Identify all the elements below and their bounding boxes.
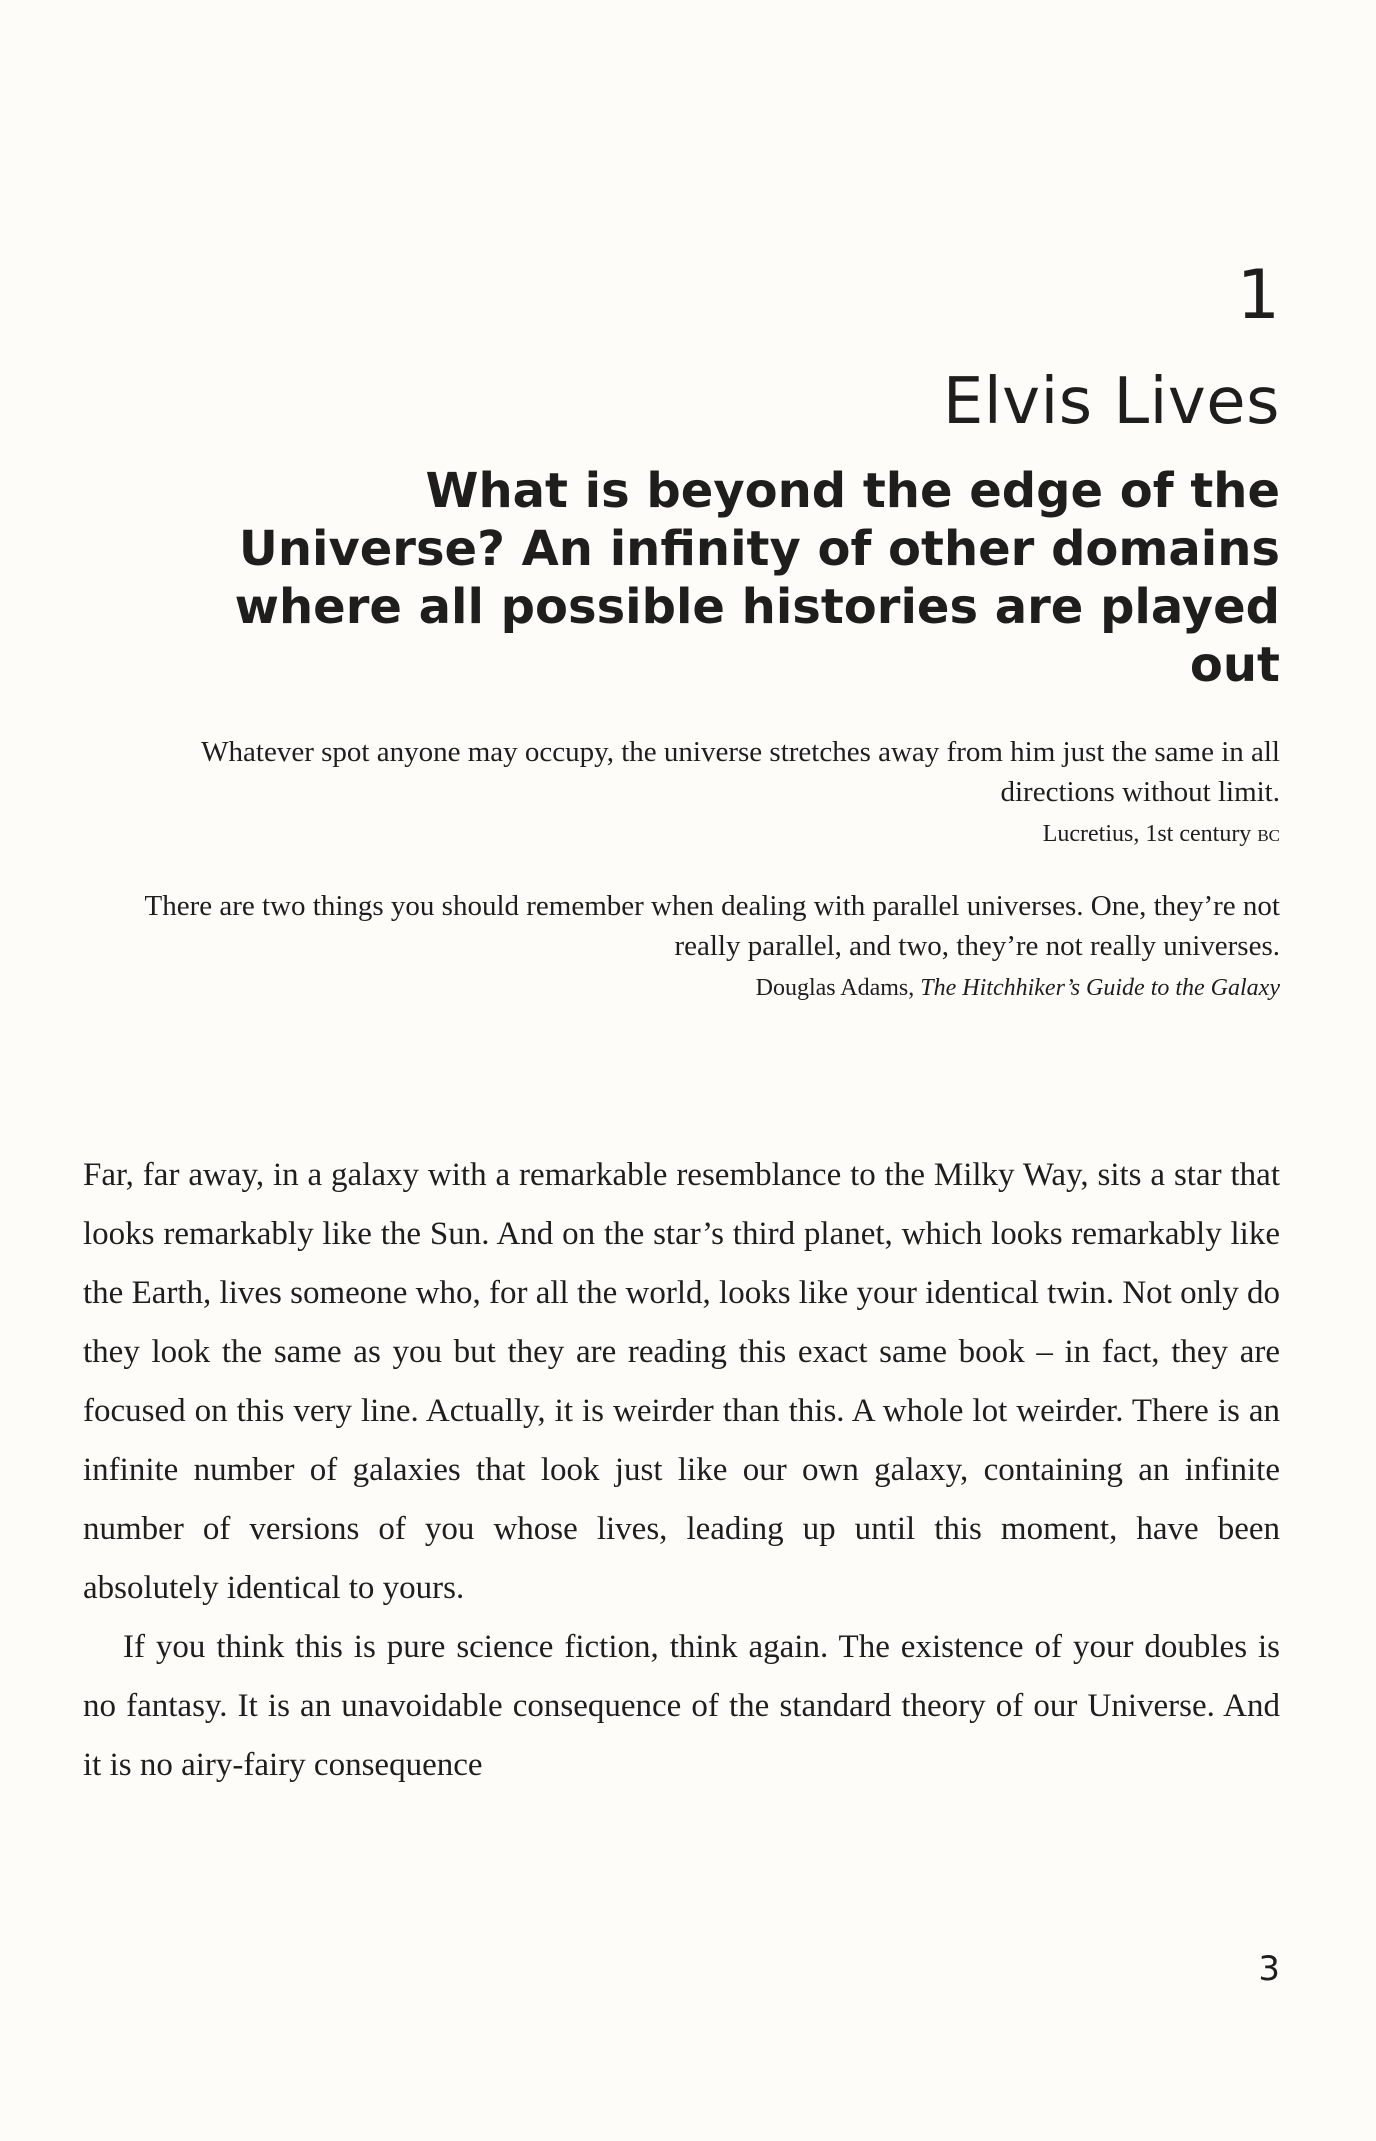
- epigraph-attribution: [100, 816, 1280, 852]
- epigraph-attribution: [100, 970, 1280, 1006]
- epigraph-text: Whatever spot anyone may occupy, the universe stretches away from him just the same in all directions without limit.: [201, 736, 1280, 808]
- body-text: [83, 1146, 1280, 1795]
- chapter-subtitle: What is beyond the edge of the Universe? An infinity of other domains where all possible histories are played out: [234, 463, 1280, 693]
- paragraph: Far, far away, in a galaxy with a remarkable resemblance to the Milky Way, sits a star that looks remarkably like the Sun. And on the star’s third planet, which looks remarkably like the Earth, lives someone who, for all the world, looks like your identical twin. Not only do they look the same as you but they are reading this exact same book – in fact, they are focused on this very line. Actually, it is weirder than this. A whole lot weirder. There is an infinite number of galaxies that look just like our own galaxy, containing an infinite number of versions of you whose lives, leading up until this moment, have been absolutely identical to yours.: [83, 1157, 1280, 1606]
- epigraph-lucretius: [100, 732, 1280, 852]
- epigraph-work-title: The Hitchhiker’s Guide to the Galaxy: [920, 975, 1280, 1001]
- paragraph: If you think this is pure science fiction, think again. The existence of your doubles is no fantasy. It is an unavoidable consequence of the standard theory of our Universe. And it is no airy-fairy consequence: [83, 1629, 1280, 1783]
- chapter-title: Elvis Lives: [942, 365, 1280, 439]
- epigraph-author: Douglas Adams,: [755, 975, 921, 1001]
- epigraph-era: bc: [1257, 821, 1280, 847]
- epigraph-adams: [100, 886, 1280, 1006]
- page-number: 3: [1258, 1949, 1280, 1989]
- epigraphs: [100, 732, 1280, 1040]
- chapter-number: 1: [1236, 256, 1280, 335]
- epigraph-author: Lucretius, 1st century: [1042, 821, 1258, 847]
- epigraph-text: There are two things you should remember when dealing with parallel universes. One, they’re not really parallel, and two, they’re not really universes.: [144, 890, 1280, 962]
